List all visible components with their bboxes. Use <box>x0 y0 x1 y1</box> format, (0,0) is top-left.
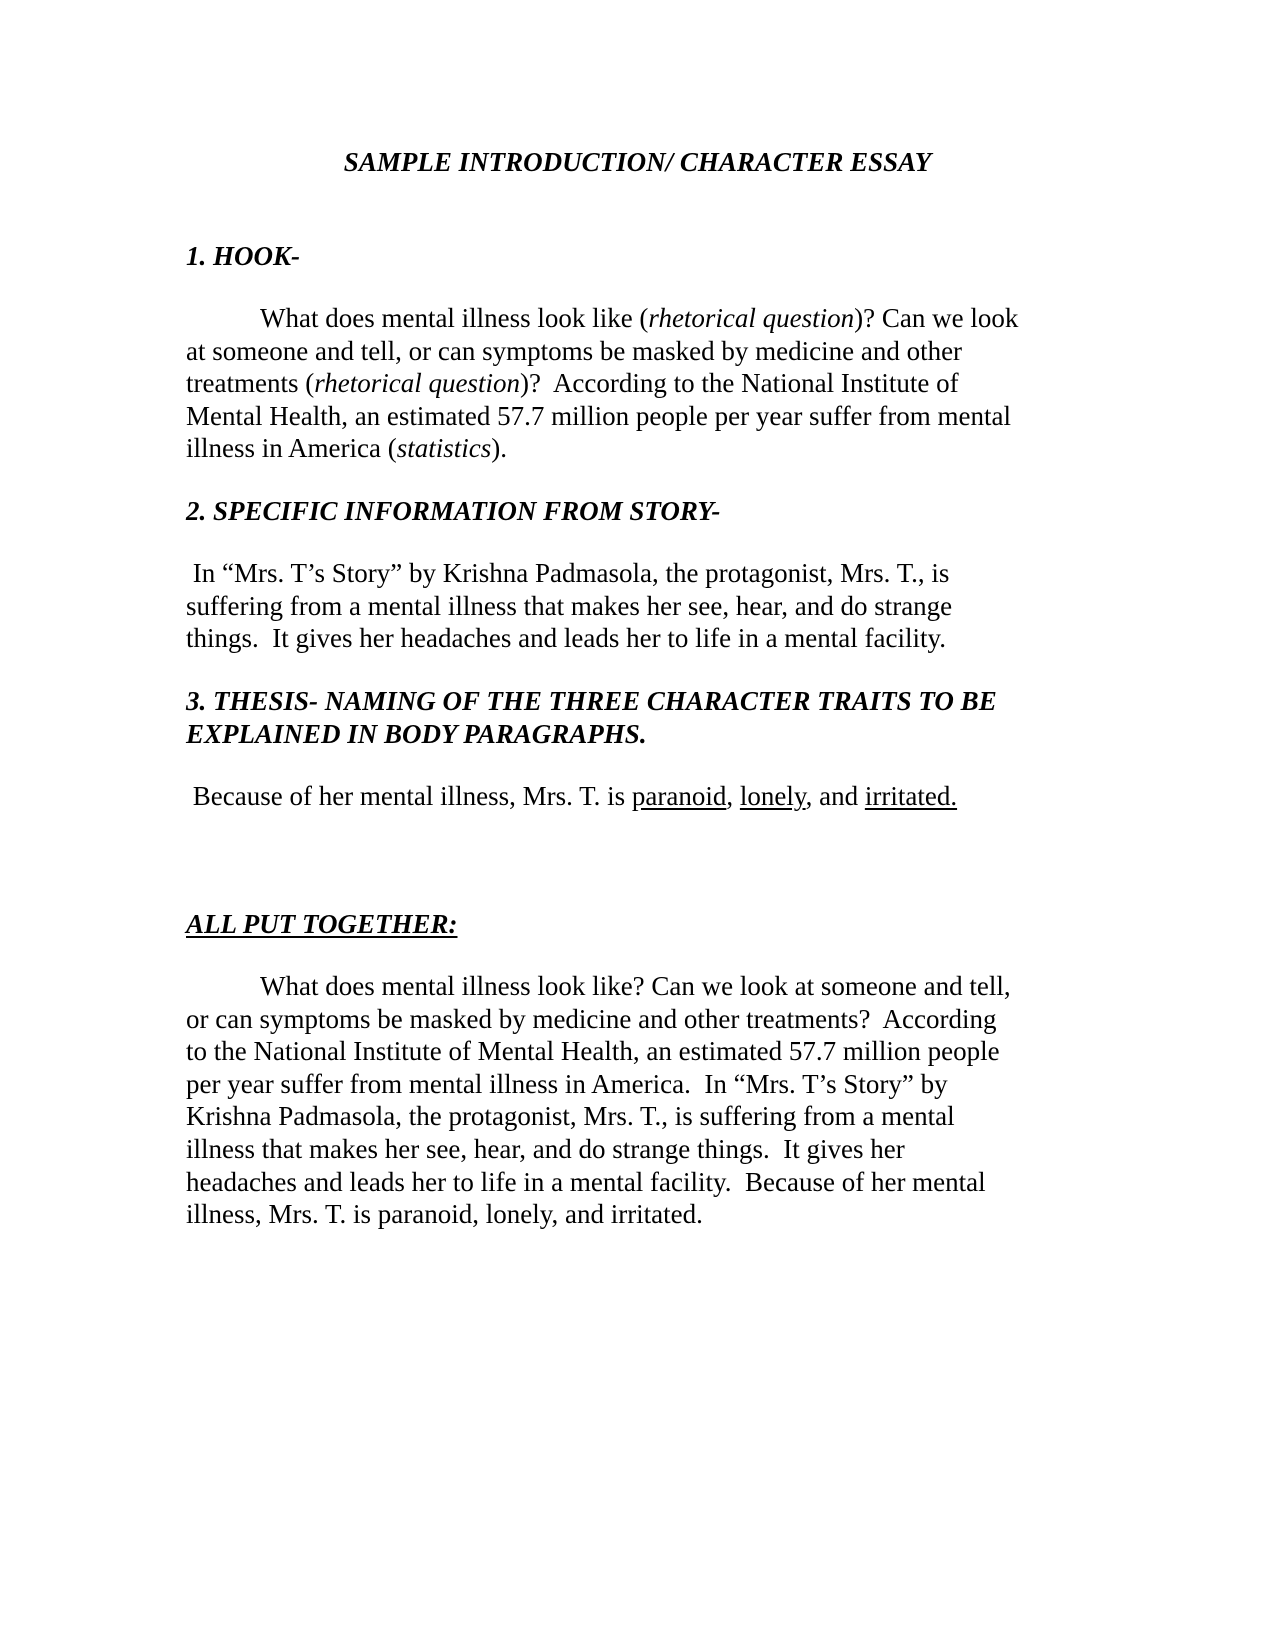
story-line: In “Mrs. T’s Story” by Krishna Padmasola, the protagonist, Mrs. T., is <box>186 558 950 588</box>
together-line: headaches and leads her to life in a mental facility. Because of her mental <box>186 1166 986 1197</box>
story-line: things. It gives her headaches and leads her to life in a mental facility. <box>186 623 946 654</box>
hook-line: at someone and tell, or can symptoms be masked by medicine and other <box>186 335 963 366</box>
together-line: illness, Mrs. T. is paranoid, lonely, and irritated. <box>186 1199 703 1230</box>
thesis-sentence: Because of her mental illness, Mrs. T. is paranoid, lonely, and irritated. <box>186 781 958 811</box>
hook-heading: 1. HOOK- <box>186 241 300 271</box>
trait-lonely: lonely <box>739 781 806 811</box>
hook-line: illness in America (statistics). <box>186 433 507 464</box>
together-line: illness that makes her see, hear, and do strange things. It gives her <box>186 1133 905 1164</box>
together-line: What does mental illness look like? Can we look at someone and tell, <box>260 971 1011 1001</box>
together-line: to the National Institute of Mental Health, an estimated 57.7 million people <box>186 1036 1000 1067</box>
thesis-heading-line: 3. THESIS- NAMING OF THE THREE CHARACTER TRAITS TO BE <box>186 686 997 716</box>
together-heading: ALL PUT TOGETHER: <box>186 909 458 939</box>
page-title: SAMPLE INTRODUCTION/ CHARACTER ESSAY <box>343 147 932 177</box>
story-line: suffering from a mental illness that makes her see, hear, and do strange <box>186 590 953 621</box>
together-paragraph <box>186 970 1086 1231</box>
thesis-heading-line: EXPLAINED IN BODY PARAGRAPHS. <box>186 718 647 749</box>
together-line: per year suffer from mental illness in America. In “Mrs. T’s Story” by <box>186 1068 948 1099</box>
hook-paragraph <box>186 302 1086 465</box>
story-heading: 2. SPECIFIC INFORMATION FROM STORY- <box>186 496 721 526</box>
story-paragraph <box>186 557 1086 655</box>
hook-line: What does mental illness look like (rhetorical question)? Can we look <box>260 303 1019 333</box>
hook-line: Mental Health, an estimated 57.7 million people per year suffer from mental <box>186 400 1011 431</box>
together-line: or can symptoms be masked by medicine and other treatments? According <box>186 1003 997 1034</box>
hook-line: treatments (rhetorical question)? According to the National Institute of <box>186 368 959 399</box>
trait-paranoid: paranoid <box>631 781 727 811</box>
together-line: Krishna Padmasola, the protagonist, Mrs. T., is suffering from a mental <box>186 1101 955 1132</box>
thesis-heading <box>186 685 1086 750</box>
trait-irritated: irritated. <box>864 781 958 811</box>
